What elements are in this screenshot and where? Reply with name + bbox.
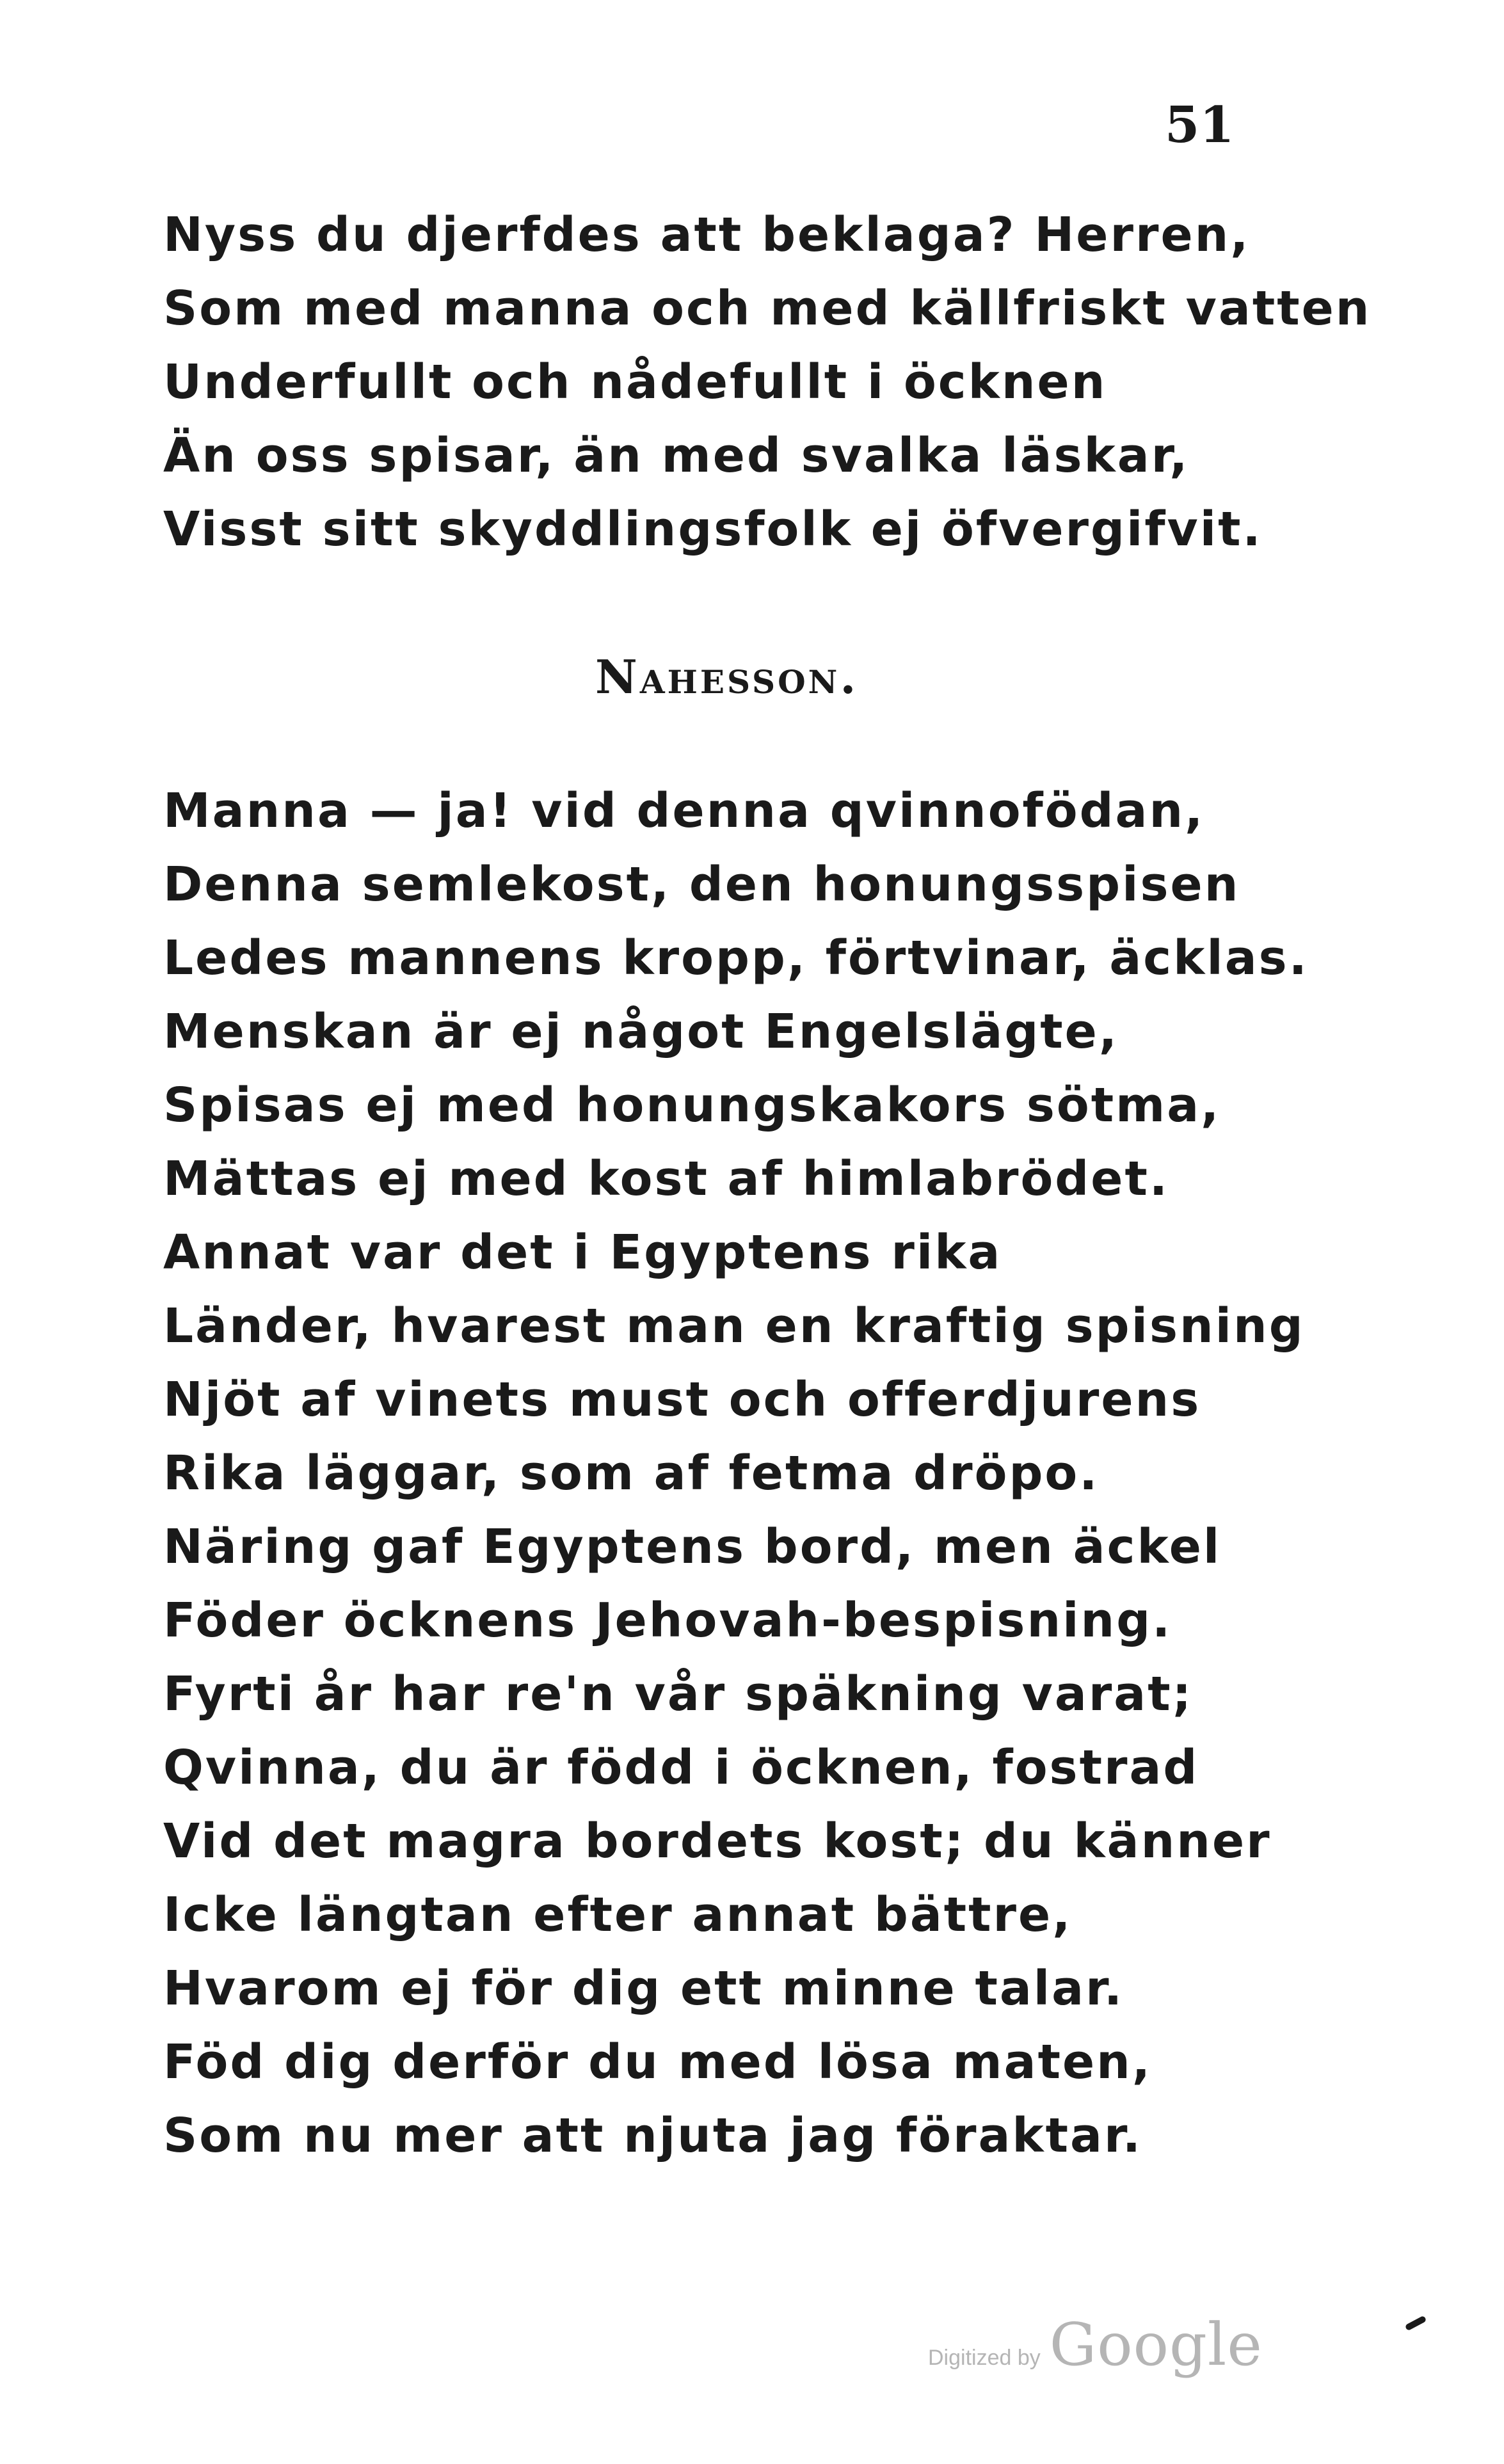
verse-line: Hvarom ej för dig ett minne talar. bbox=[163, 1961, 1124, 2016]
verse-line: Föder öcknens Jehovah-bespisning. bbox=[163, 1593, 1172, 1648]
verse-line: Ledes mannens kropp, förtvinar, äcklas. bbox=[163, 931, 1309, 986]
verse-line: Fyrti år har re'n vår späkning varat; bbox=[163, 1667, 1194, 1722]
ink-mark bbox=[1405, 2316, 1427, 2332]
verse-line: Vid det magra bordets kost; du känner bbox=[163, 1814, 1272, 1869]
speaker-heading: Nahesson. bbox=[595, 650, 859, 704]
verse-line: Mättas ej med kost af himlabrödet. bbox=[163, 1151, 1169, 1206]
watermark-prefix: Digitized by bbox=[928, 2346, 1041, 2370]
verse-line: Menskan är ej något Engelslägte, bbox=[163, 1004, 1119, 1059]
verse-line: Som med manna och med källfriskt vatten bbox=[163, 281, 1372, 336]
digitized-watermark bbox=[928, 2310, 1263, 2379]
google-logo: Google bbox=[1049, 2310, 1263, 2379]
verse-line: Icke längtan efter annat bättre, bbox=[163, 1887, 1073, 1942]
page-number: 51 bbox=[1165, 96, 1235, 154]
verse-line: Föd dig derför du med lösa maten, bbox=[163, 2035, 1152, 2090]
verse-line: Länder, hvarest man en kraftig spisning bbox=[163, 1299, 1305, 1354]
verse-line: Njöt af vinets must och offerdjurens bbox=[163, 1372, 1201, 1427]
verse-line: Visst sitt skyddlingsfolk ej öfvergifvit. bbox=[163, 502, 1263, 557]
verse-line: Näring gaf Egyptens bord, men äckel bbox=[163, 1519, 1222, 1574]
verse-line: Som nu mer att njuta jag föraktar. bbox=[163, 2108, 1143, 2163]
stanza-1 bbox=[163, 198, 1371, 566]
verse-line: Rika läggar, som af fetma dröpo. bbox=[163, 1446, 1100, 1501]
verse-line: Manna — ja! vid denna qvinnofödan, bbox=[163, 783, 1205, 838]
stanza-2 bbox=[163, 774, 1309, 2173]
verse-line: Annat var det i Egyptens rika bbox=[163, 1225, 1002, 1280]
verse-line: Nyss du djerfdes att beklaga? Herren, bbox=[163, 207, 1251, 262]
verse-line: Än oss spisar, än med svalka läskar, bbox=[163, 428, 1190, 483]
verse-line: Underfullt och nådefullt i öcknen bbox=[163, 355, 1107, 410]
verse-line: Denna semlekost, den honungsspisen bbox=[163, 857, 1240, 912]
verse-line: Spisas ej med honungskakors sötma, bbox=[163, 1078, 1221, 1133]
verse-line: Qvinna, du är född i öcknen, fostrad bbox=[163, 1740, 1199, 1795]
